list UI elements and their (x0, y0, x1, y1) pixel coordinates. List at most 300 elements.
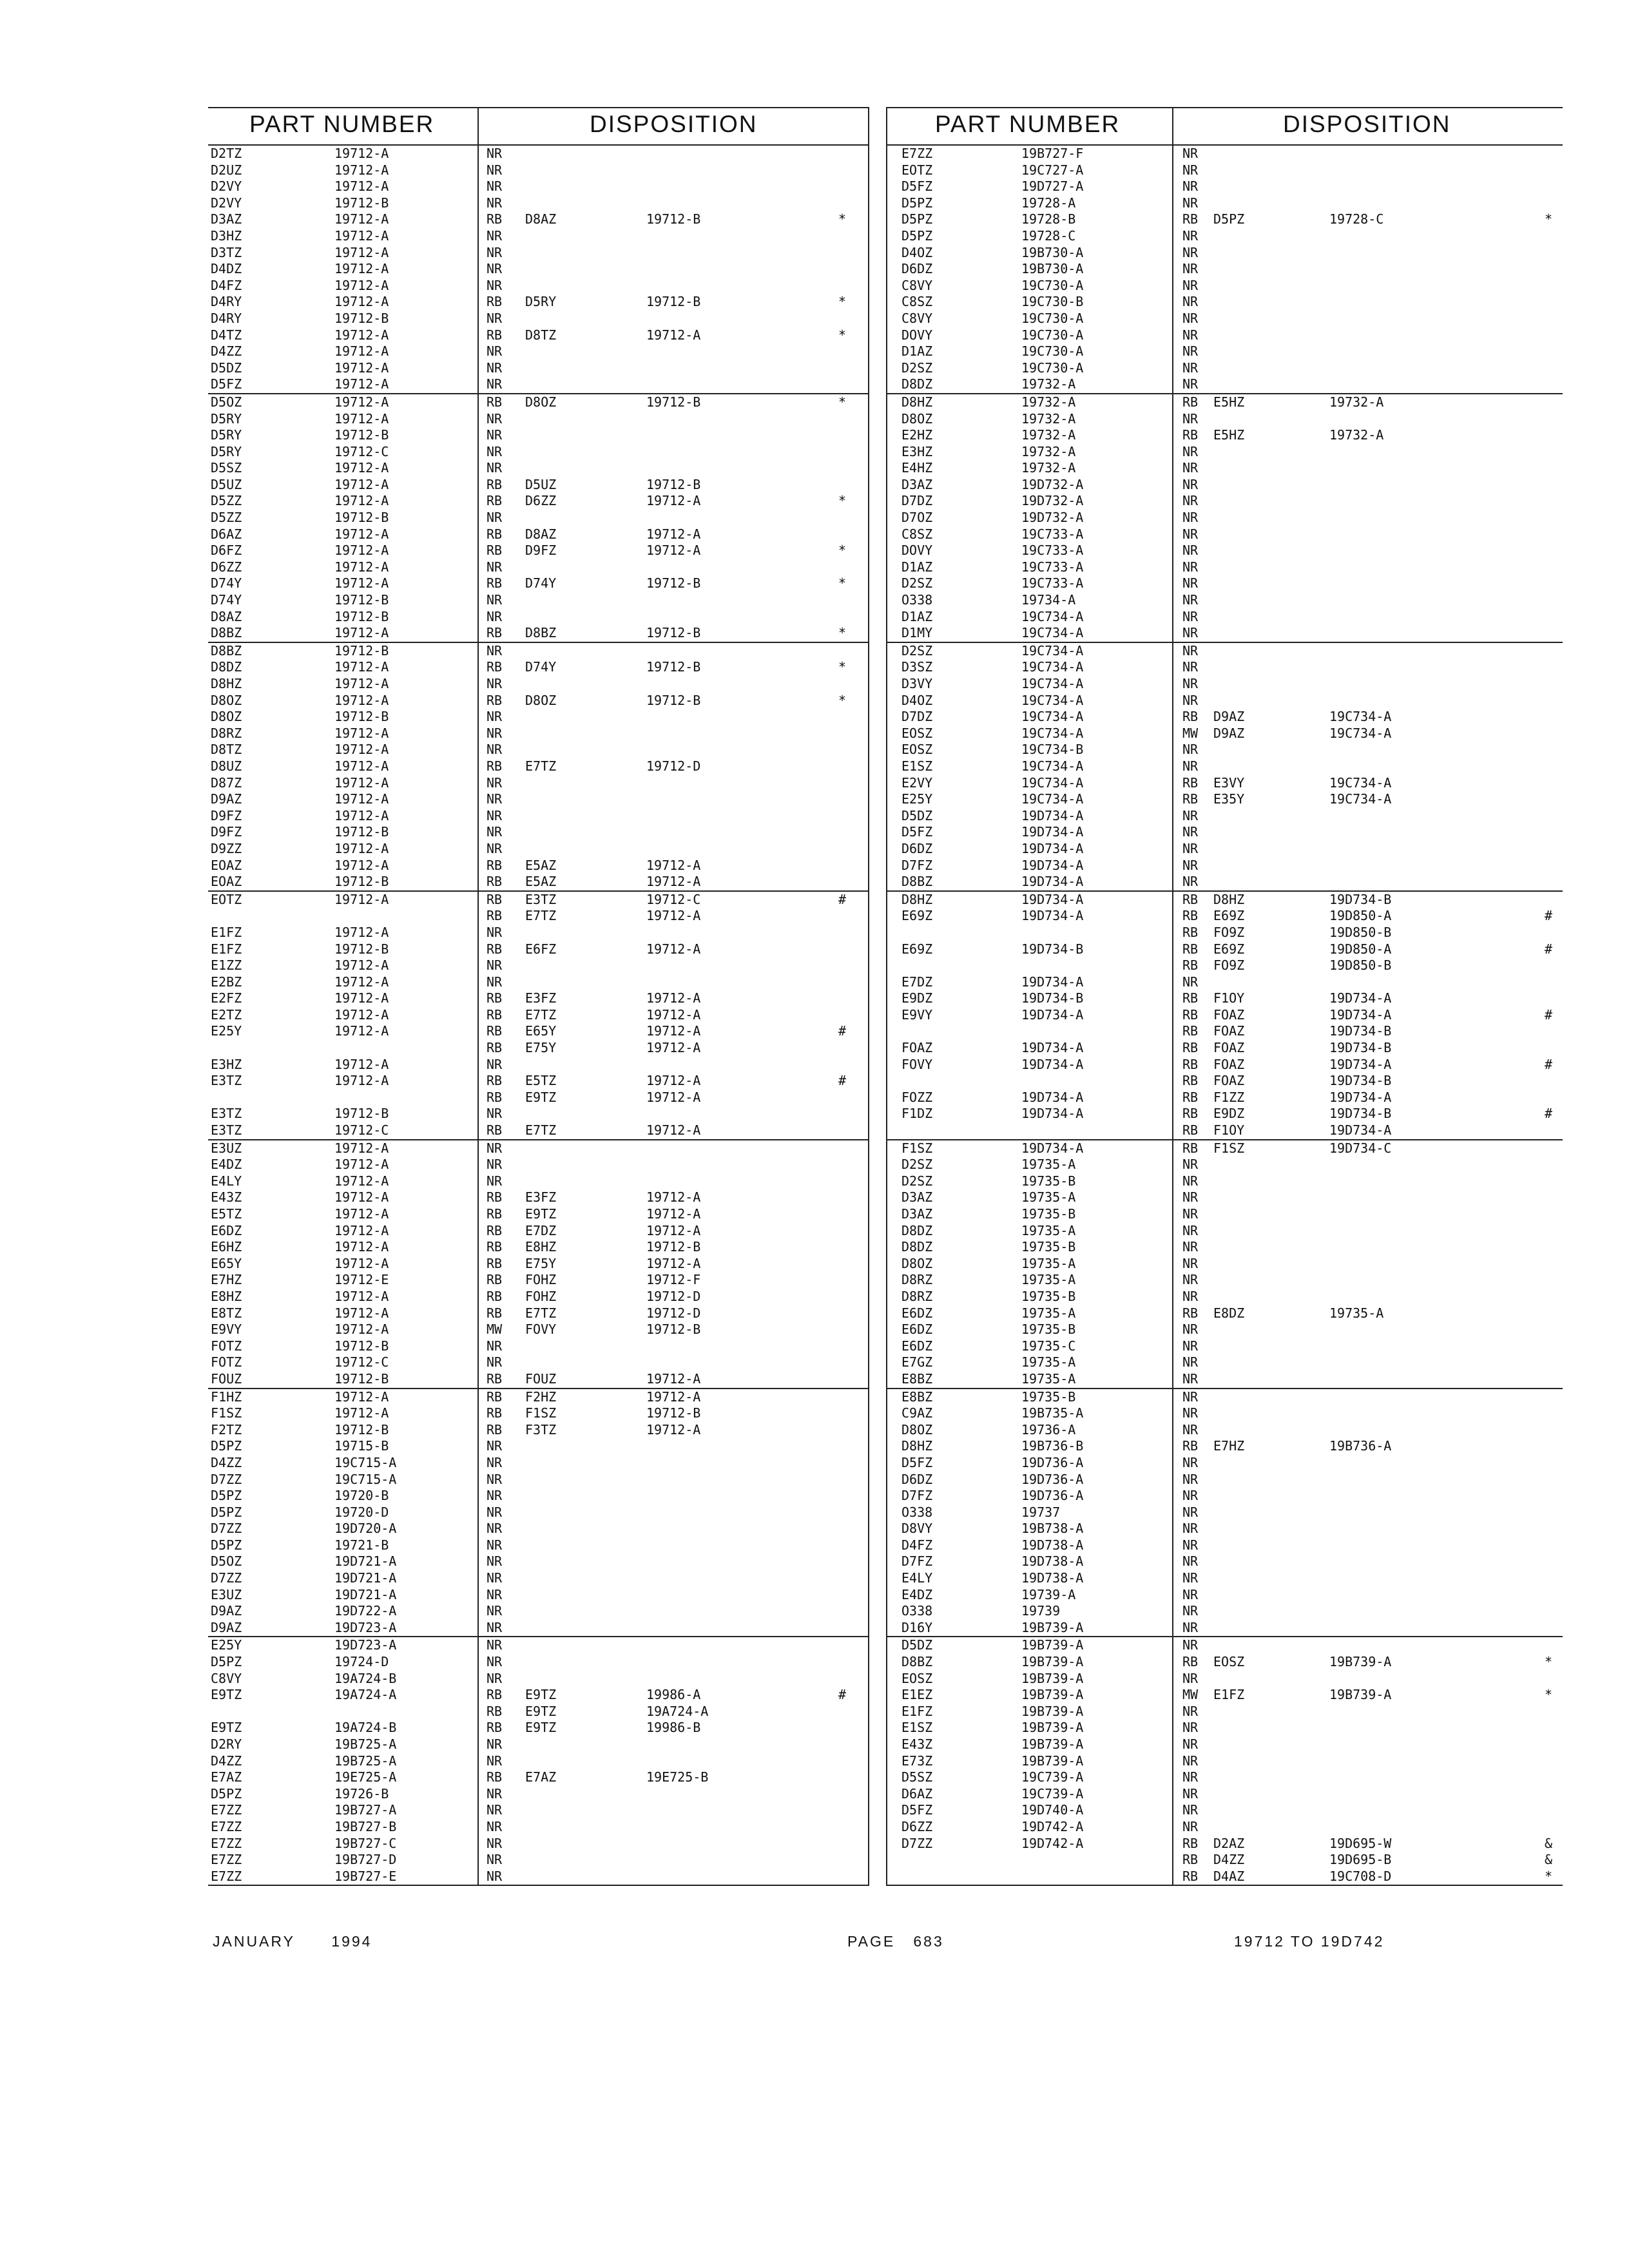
replacement-prefix: E35Y (1213, 791, 1245, 807)
replacement-base: 19712-B (646, 476, 701, 492)
table-row (886, 726, 1563, 742)
disposition-code: NR (487, 1570, 503, 1586)
part-base: 19D740-A (1021, 1802, 1084, 1818)
disposition-code: NR (1182, 742, 1199, 758)
part-base: 19C739-A (1021, 1769, 1084, 1785)
table-row (886, 1553, 1563, 1570)
part-prefix: D8OZ (211, 692, 242, 708)
table-row (886, 1073, 1563, 1090)
table-row (208, 990, 869, 1007)
disposition-code: NR (1182, 1189, 1199, 1206)
table-row (886, 575, 1563, 592)
part-prefix: D9AZ (211, 791, 242, 807)
disposition-code: NR (1182, 1272, 1199, 1288)
replacement-base: 19712-F (646, 1272, 701, 1288)
table-row (208, 824, 869, 841)
disposition-code: RB (487, 1040, 503, 1056)
table-row (208, 1057, 869, 1073)
disposition-code: NR (1182, 592, 1199, 608)
part-prefix: D2SZ (901, 642, 933, 658)
disposition-code: RB (1182, 1006, 1199, 1023)
disposition-code: NR (1182, 1206, 1199, 1222)
disposition-code: NR (487, 1354, 503, 1370)
replacement-prefix: E5AZ (525, 857, 557, 873)
part-base: 19712-A (334, 493, 389, 509)
part-base: 19739 (1021, 1603, 1061, 1619)
footer-range: 19712 TO 19D742 (1234, 1933, 1385, 1950)
table-row (208, 146, 869, 162)
note-mark: * (1545, 211, 1553, 227)
disposition-code: NR (1182, 1454, 1199, 1470)
replacement-base: 19712-A (646, 874, 701, 890)
table-row (208, 742, 869, 758)
part-prefix: EOSZ (901, 725, 933, 741)
disposition-code: NR (1182, 443, 1199, 459)
part-prefix: D3VY (901, 676, 933, 691)
note-mark: * (838, 575, 847, 591)
part-base: 19712-B (334, 310, 389, 326)
part-prefix: D6AZ (901, 1785, 933, 1802)
part-base: 19B725-A (334, 1753, 397, 1769)
replacement-base: 19712-A (646, 857, 701, 873)
part-prefix: D8HZ (901, 394, 933, 410)
replacement-prefix: E3FZ (525, 1189, 557, 1206)
part-base: 19721-B (334, 1537, 389, 1553)
part-prefix: D7FZ (901, 1488, 933, 1504)
part-prefix: E3HZ (211, 1056, 242, 1072)
replacement-base: 19712-A (646, 908, 701, 924)
replacement-base: 19D734-B (1329, 1023, 1392, 1039)
part-base: 19728-B (1021, 211, 1076, 227)
part-base: 19D734-A (1021, 824, 1084, 840)
replacement-base: 19712-A (646, 941, 701, 957)
part-prefix: D74Y (211, 592, 242, 608)
table-row (886, 1305, 1563, 1322)
disposition-code: RB (487, 1389, 503, 1405)
part-base: 19D734-A (1021, 1106, 1084, 1122)
part-base: 19D721-A (334, 1553, 397, 1570)
part-base: 19C733-A (1021, 526, 1084, 542)
part-prefix: D6DZ (901, 1471, 933, 1487)
replacement-prefix: E8HZ (525, 1239, 557, 1255)
replacement-prefix: D8HZ (1213, 891, 1245, 907)
part-base: 19712-A (334, 742, 389, 758)
table-row (208, 1206, 869, 1223)
part-prefix: FOVY (901, 1056, 933, 1072)
part-prefix: E69Z (901, 908, 933, 924)
table-row (886, 941, 1563, 958)
disposition-code: NR (1182, 327, 1199, 343)
table-row (208, 1122, 869, 1140)
part-prefix: E1EZ (901, 1687, 933, 1703)
part-base: 19712-A (334, 791, 389, 807)
part-base: 19712-A (334, 277, 389, 293)
replacement-base: 19D734-B (1329, 1073, 1392, 1089)
part-base: 19712-A (334, 774, 389, 791)
part-base: 19732-A (1021, 410, 1076, 427)
disposition-code: NR (487, 244, 503, 260)
disposition-code: RB (487, 758, 503, 774)
part-prefix: D3AZ (901, 1189, 933, 1206)
table-row (208, 609, 869, 626)
part-base: 19A724-A (334, 1687, 397, 1703)
disposition-code: RB (487, 1206, 503, 1222)
table-row (886, 1687, 1563, 1704)
part-prefix: D5ZZ (211, 493, 242, 509)
part-prefix: D5UZ (211, 476, 242, 492)
part-base: 19D732-A (1021, 476, 1084, 492)
part-base: 19712-A (334, 957, 389, 974)
part-base: 19712-C (334, 443, 389, 459)
disposition-code: NR (487, 1637, 503, 1653)
disposition-code: NR (1182, 1239, 1199, 1255)
part-base: 19D734-A (1021, 874, 1084, 890)
part-base: 19712-A (334, 974, 389, 990)
table-row (886, 394, 1563, 411)
part-base: 19C734-A (1021, 692, 1084, 708)
disposition-code: RB (1182, 1140, 1199, 1156)
part-base: 19D738-A (1021, 1570, 1084, 1586)
part-base: 19C734-A (1021, 774, 1084, 791)
part-prefix: D8BZ (211, 642, 242, 658)
replacement-base: 19D734-A (1329, 1006, 1392, 1023)
part-prefix: D5FZ (211, 376, 242, 392)
replacement-prefix: E7TZ (525, 1122, 557, 1139)
part-prefix: D8BZ (901, 874, 933, 890)
part-prefix: D2SZ (901, 1157, 933, 1173)
replacement-base: 19712-B (646, 1239, 701, 1255)
disposition-code: NR (1182, 1471, 1199, 1487)
disposition-code: RB (1182, 1835, 1199, 1851)
replacement-base: 19D734-B (1329, 1040, 1392, 1056)
part-prefix: E73Z (901, 1753, 933, 1769)
table-row (208, 1321, 869, 1338)
part-base: 19D734-A (1021, 891, 1084, 907)
part-base: 19D734-A (1021, 1056, 1084, 1072)
table-row (886, 1720, 1563, 1736)
replacement-base: 19712-A (646, 990, 701, 1006)
part-prefix: E1SZ (901, 758, 933, 774)
disposition-code: RB (487, 891, 503, 907)
part-prefix: E5TZ (211, 1206, 242, 1222)
part-base: 19D732-A (1021, 510, 1084, 526)
part-base: 19D732-A (1021, 493, 1084, 509)
part-prefix: D6ZZ (901, 1818, 933, 1834)
replacement-prefix: D5UZ (525, 476, 557, 492)
part-base: 19712-B (334, 709, 389, 725)
part-prefix: D3HZ (211, 227, 242, 244)
part-prefix: D8DZ (211, 659, 242, 675)
replacement-prefix: FOAZ (1213, 1056, 1245, 1072)
replacement-prefix: F1SZ (1213, 1140, 1245, 1156)
replacement-prefix: E8DZ (1213, 1305, 1245, 1321)
part-prefix: D7OZ (901, 510, 933, 526)
part-prefix: D7ZZ (901, 1835, 933, 1851)
part-base: 19712-A (334, 294, 389, 310)
replacement-prefix: D8TZ (525, 327, 557, 343)
part-prefix: FOZZ (901, 1089, 933, 1105)
part-base: 19712-B (334, 592, 389, 608)
part-base: 19C730-A (1021, 310, 1084, 326)
disposition-code: RB (487, 1687, 503, 1703)
part-prefix: E7AZ (211, 1769, 242, 1785)
table-row (886, 1206, 1563, 1223)
replacement-base: 19C734-A (1329, 774, 1392, 791)
part-prefix: D8DZ (901, 1239, 933, 1255)
replacement-prefix: E75Y (525, 1040, 557, 1056)
part-base: 19C734-A (1021, 758, 1084, 774)
part-base: 19712-A (334, 1239, 389, 1255)
table-row (208, 659, 869, 676)
replacement-prefix: E3TZ (525, 891, 557, 907)
part-prefix: E9VY (211, 1321, 242, 1338)
table-row (208, 791, 869, 808)
table-row (208, 1140, 869, 1157)
disposition-code: NR (1182, 1720, 1199, 1736)
part-prefix: D8RZ (901, 1288, 933, 1304)
table-row (208, 892, 869, 908)
table-row (208, 1671, 869, 1687)
part-prefix: E2HZ (901, 427, 933, 443)
disposition-code: NR (487, 410, 503, 427)
disposition-code: NR (1182, 543, 1199, 559)
part-base: 19C739-A (1021, 1785, 1084, 1802)
disposition-code: NR (1182, 510, 1199, 526)
note-mark: * (838, 211, 847, 227)
replacement-prefix: D6ZZ (525, 493, 557, 509)
disposition-code: NR (487, 1157, 503, 1173)
table-row (208, 228, 869, 245)
part-prefix: D2VY (211, 195, 242, 211)
part-prefix: D5DZ (211, 360, 242, 376)
replacement-prefix: E9TZ (525, 1089, 557, 1105)
part-base: 19D721-A (334, 1570, 397, 1586)
disposition-code: NR (1182, 1488, 1199, 1504)
part-base: 19735-C (1021, 1338, 1076, 1354)
disposition-code: NR (1182, 360, 1199, 376)
part-base: 19728-A (1021, 195, 1076, 211)
part-prefix: E65Y (211, 1255, 242, 1271)
disposition-code: NR (487, 162, 503, 178)
part-prefix: D5FZ (901, 824, 933, 840)
replacement-prefix: FO9Z (1213, 924, 1245, 940)
replacement-prefix: E5HZ (1213, 394, 1245, 410)
disposition-code: NR (487, 1802, 503, 1818)
replacement-base: 19986-A (646, 1687, 701, 1703)
disposition-code: NR (487, 1553, 503, 1570)
part-prefix: D74Y (211, 575, 242, 591)
table-row (886, 1603, 1563, 1620)
disposition-code: RB (1182, 1073, 1199, 1089)
footer-date (213, 1933, 372, 1950)
table-row (208, 1106, 869, 1122)
part-base: 19712-A (334, 1305, 389, 1321)
table-row (886, 477, 1563, 494)
replacement-base: 19712-A (646, 1023, 701, 1039)
part-base: 19D723-A (334, 1619, 397, 1635)
table-row (208, 178, 869, 195)
disposition-code: NR (1182, 1537, 1199, 1553)
part-prefix: D1AZ (901, 608, 933, 624)
replacement-prefix: E69Z (1213, 941, 1245, 957)
table-row (886, 444, 1563, 461)
disposition-code: NR (1182, 376, 1199, 392)
part-base: 19D734-A (1021, 974, 1084, 990)
replacement-prefix: E9TZ (525, 1206, 557, 1222)
replacement-base: 19D695-W (1329, 1835, 1392, 1851)
part-base: 19712-A (334, 327, 389, 343)
disposition-code: RB (1182, 1654, 1199, 1670)
part-base: 19712-B (334, 1106, 389, 1122)
table-row (208, 1537, 869, 1554)
disposition-code: RB (487, 1703, 503, 1719)
part-base: 19B727-B (334, 1818, 397, 1834)
table-row (886, 327, 1563, 344)
part-base: 19712-A (334, 1206, 389, 1222)
table-row (886, 1140, 1563, 1157)
part-prefix: D2SZ (901, 575, 933, 591)
disposition-code: RB (1182, 924, 1199, 940)
table-row (886, 1472, 1563, 1488)
part-prefix: D8HZ (901, 891, 933, 907)
part-prefix: E7ZZ (901, 146, 933, 161)
part-prefix: D6ZZ (211, 559, 242, 575)
table-row (208, 908, 869, 925)
replacement-prefix: E1FZ (1213, 1687, 1245, 1703)
disposition-code: RB (1182, 1023, 1199, 1039)
part-base: 19712-A (334, 1189, 389, 1206)
part-base: 19712-A (334, 924, 389, 940)
replacement-prefix: E9TZ (525, 1720, 557, 1736)
part-base: 19C733-A (1021, 575, 1084, 591)
part-prefix: D8AZ (211, 608, 242, 624)
part-prefix: EOTZ (211, 891, 242, 907)
disposition-code: NR (487, 924, 503, 940)
disposition-code: RB (487, 1006, 503, 1023)
disposition-code: NR (487, 1537, 503, 1553)
part-prefix: E4LY (901, 1570, 933, 1586)
disposition-code: NR (1182, 178, 1199, 195)
table-row (886, 261, 1563, 278)
table-row (886, 1736, 1563, 1753)
part-base: 19D734-A (1021, 840, 1084, 856)
note-mark: * (838, 493, 847, 509)
part-base: 19735-A (1021, 1272, 1076, 1288)
part-prefix: D6AZ (211, 526, 242, 542)
part-prefix: D8VY (901, 1521, 933, 1537)
part-prefix: D4TZ (211, 327, 242, 343)
disposition-code: RB (487, 526, 503, 542)
part-base: 19712-A (334, 543, 389, 559)
part-base: 19712-A (334, 625, 389, 641)
disposition-code: NR (1182, 1421, 1199, 1437)
replacement-base: 19B739-A (1329, 1687, 1392, 1703)
disposition-code: RB (487, 1089, 503, 1105)
disposition-code: NR (487, 1140, 503, 1156)
part-base: 19D738-A (1021, 1553, 1084, 1570)
part-prefix: E6DZ (901, 1305, 933, 1321)
table-row (208, 526, 869, 543)
disposition-code: NR (487, 774, 503, 791)
part-prefix: E3UZ (211, 1140, 242, 1156)
table-row (886, 294, 1563, 311)
part-base: 19B739-A (1021, 1736, 1084, 1752)
note-mark: # (838, 1073, 847, 1089)
table-row (208, 559, 869, 576)
part-base: 19735-B (1021, 1389, 1076, 1405)
part-base: 19D734-A (1021, 857, 1084, 873)
note-mark: * (1545, 1654, 1553, 1670)
part-base: 19712-B (334, 1421, 389, 1437)
replacement-prefix: E9TZ (525, 1703, 557, 1719)
table-row (886, 510, 1563, 526)
part-base: 19B739-A (1021, 1637, 1084, 1653)
part-base: 19712-A (334, 178, 389, 195)
disposition-code: NR (487, 1454, 503, 1470)
replacement-base: 19712-B (646, 394, 701, 410)
disposition-code: RB (487, 543, 503, 559)
disposition-code: NR (487, 1818, 503, 1834)
table-row (886, 1422, 1563, 1439)
part-base: 19732-A (1021, 427, 1076, 443)
note-mark: # (838, 1687, 847, 1703)
part-base: 19735-B (1021, 1321, 1076, 1338)
part-prefix: D5PZ (211, 1785, 242, 1802)
replacement-prefix: D8AZ (525, 526, 557, 542)
part-base: 19715-B (334, 1438, 389, 1454)
disposition-code: NR (487, 1785, 503, 1802)
table-row (886, 742, 1563, 758)
part-prefix: E6DZ (211, 1222, 242, 1238)
replacement-base: 19712-A (646, 493, 701, 509)
part-prefix: E25Y (211, 1637, 242, 1653)
replacement-prefix: D4AZ (1213, 1868, 1245, 1884)
part-prefix: D5OZ (211, 1553, 242, 1570)
replacement-base: 19712-A (646, 327, 701, 343)
table-row (886, 1869, 1563, 1885)
part-prefix: E6DZ (901, 1321, 933, 1338)
part-base: 19C715-A (334, 1471, 397, 1487)
part-base: 19D734-A (1021, 1140, 1084, 1156)
replacement-prefix: E5TZ (525, 1073, 557, 1089)
table-row (208, 726, 869, 742)
table-row (208, 1189, 869, 1206)
replacement-prefix: FOUZ (525, 1370, 557, 1387)
replacement-prefix: D8OZ (525, 692, 557, 708)
table-row (208, 1438, 869, 1455)
disposition-code: RB (487, 476, 503, 492)
table-row (208, 195, 869, 212)
note-mark: # (838, 891, 847, 907)
part-base: 19D736-A (1021, 1471, 1084, 1487)
part-prefix: E7ZZ (211, 1818, 242, 1834)
replacement-prefix: FOAZ (1213, 1040, 1245, 1056)
replacement-prefix: D5RY (525, 294, 557, 310)
disposition-code: NR (487, 343, 503, 360)
disposition-code: NR (1182, 410, 1199, 427)
disposition-code: NR (1182, 1222, 1199, 1238)
part-base: 19732-A (1021, 376, 1076, 392)
part-prefix: D5FZ (901, 178, 933, 195)
replacement-prefix: E7AZ (525, 1769, 557, 1785)
part-base: 19712-A (334, 758, 389, 774)
disposition-code: NR (1182, 277, 1199, 293)
disposition-code: RB (487, 857, 503, 873)
replacement-prefix: E9DZ (1213, 1106, 1245, 1122)
disposition-code: RB (487, 1288, 503, 1304)
disposition-code: NR (487, 592, 503, 608)
replacement-base: 19735-A (1329, 1305, 1384, 1321)
